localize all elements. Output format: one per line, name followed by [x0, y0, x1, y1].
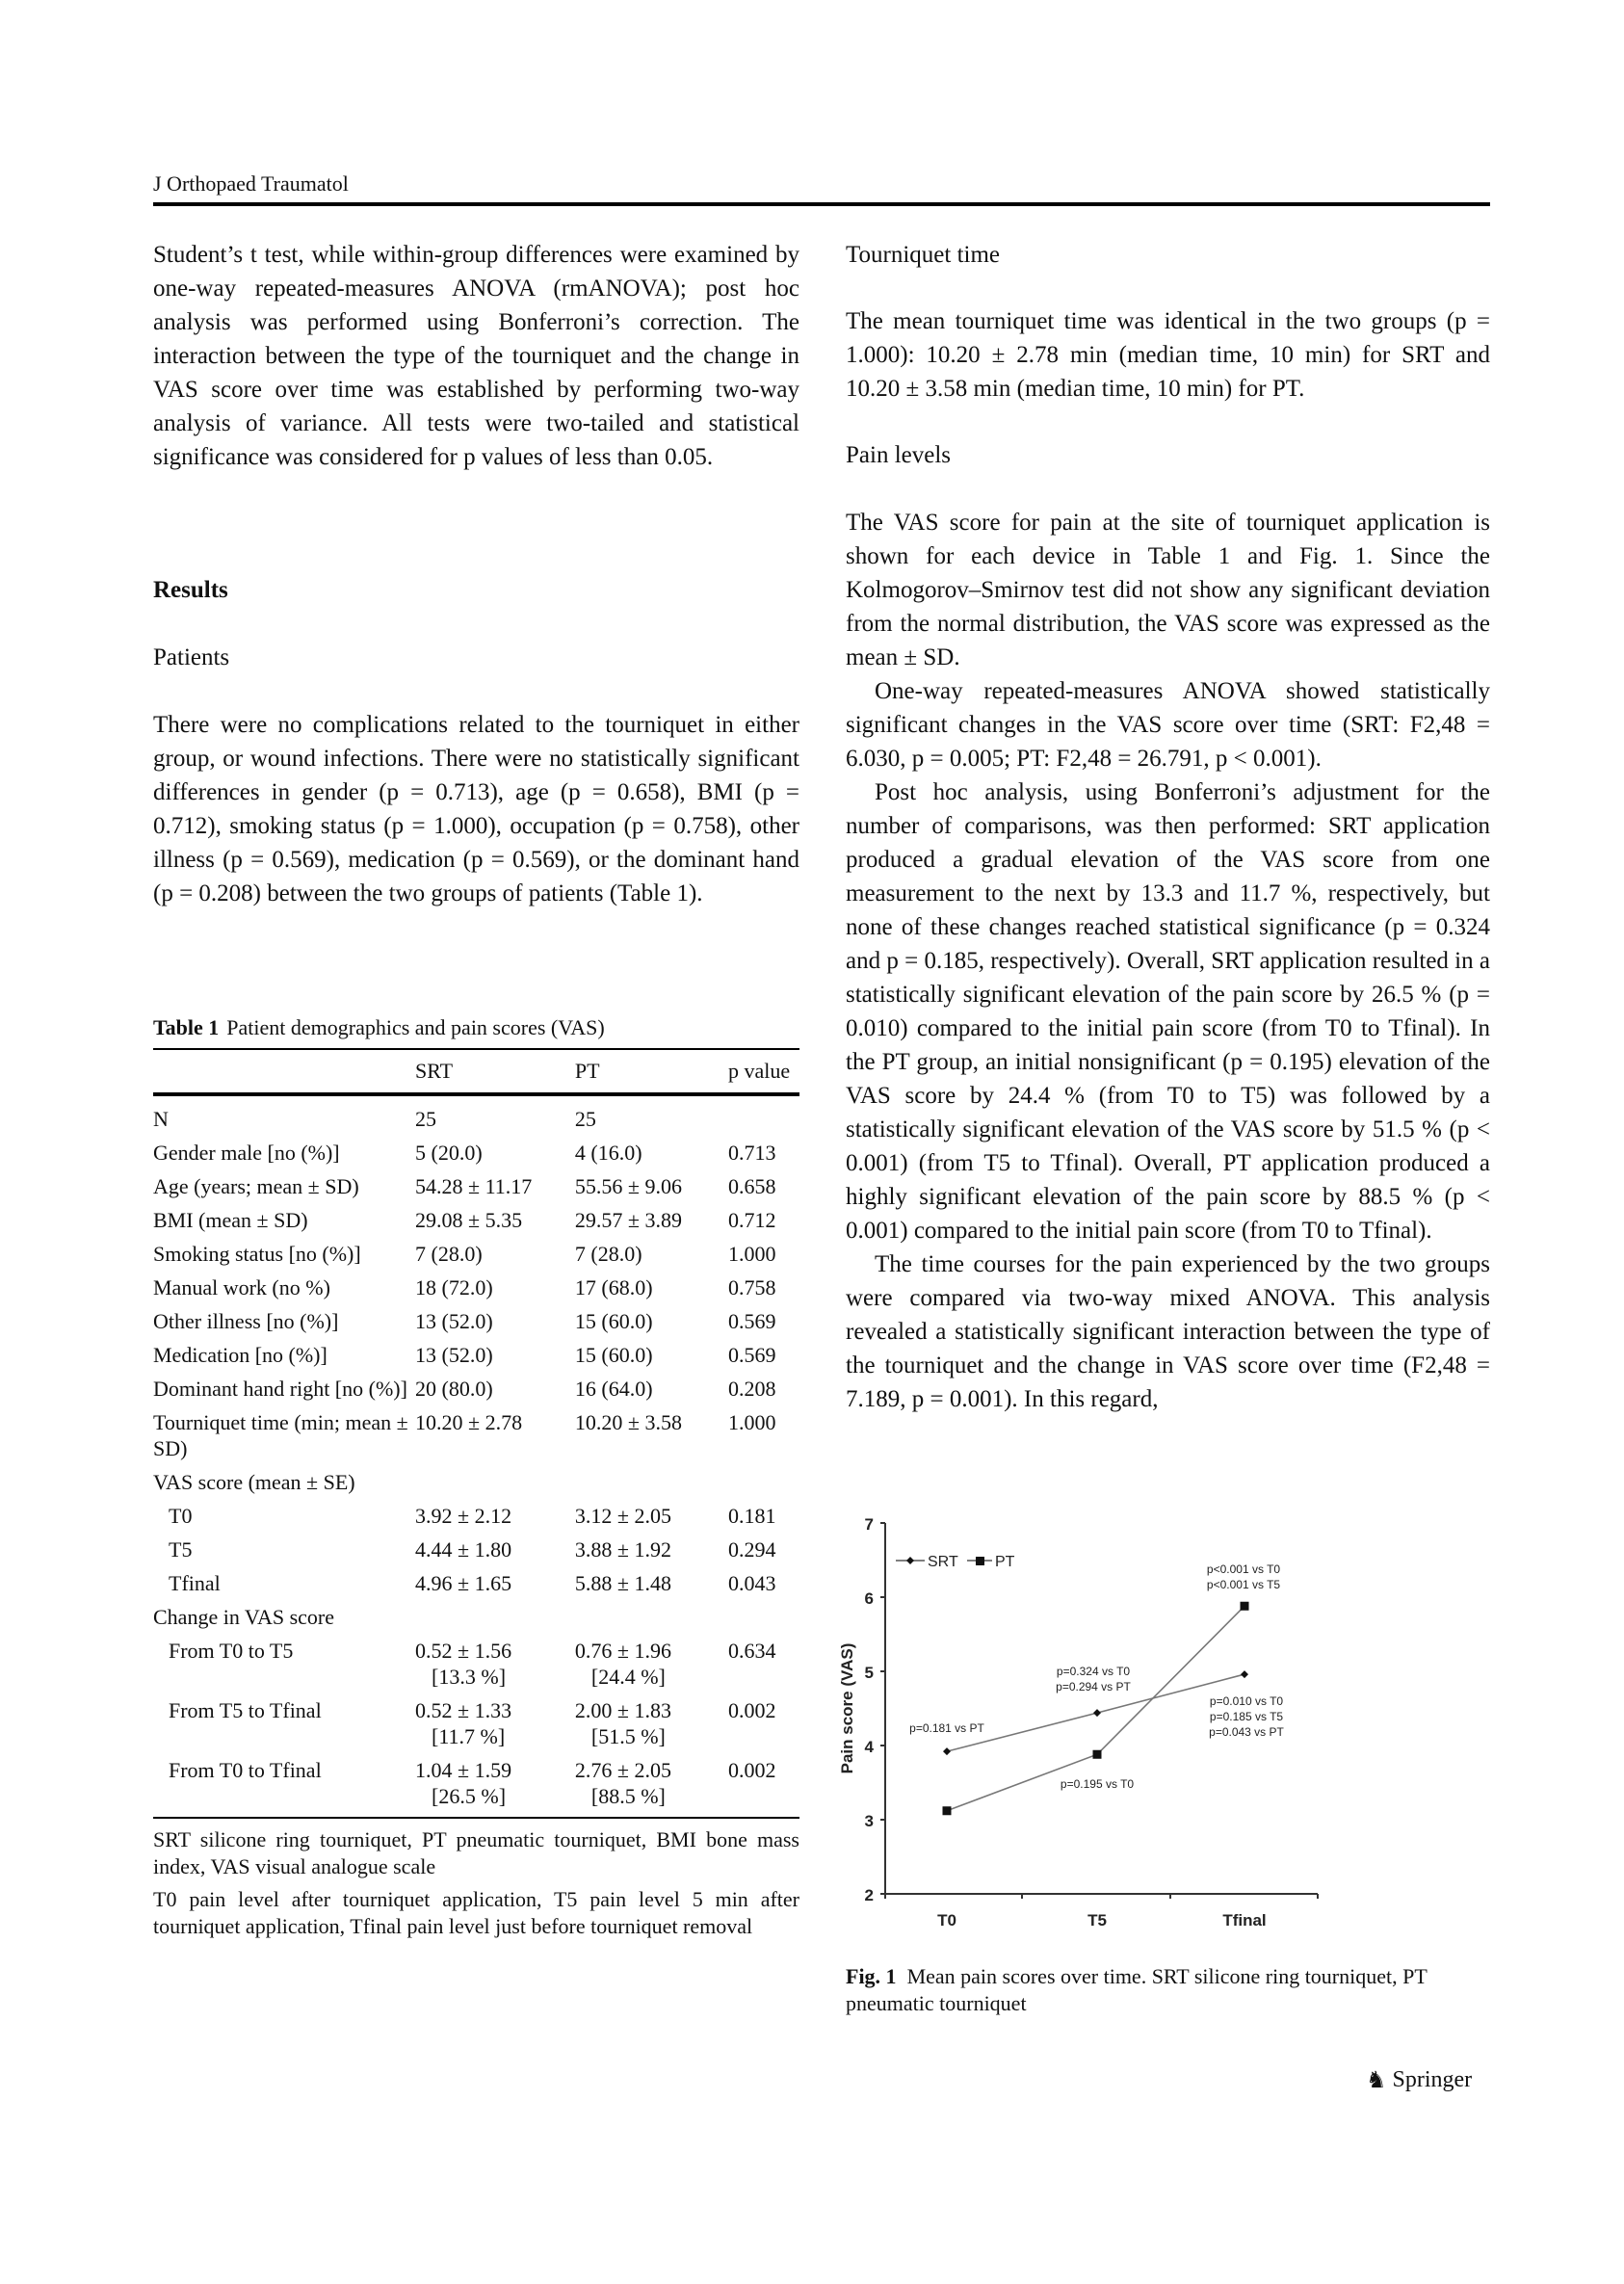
srt-value: 5 (20.0)	[415, 1141, 483, 1165]
table-row	[153, 1274, 799, 1308]
table-footnotes	[153, 1826, 799, 1940]
srt-value: 13 (52.0)	[415, 1309, 493, 1333]
figure-caption-text: Mean pain scores over time. SRT silicone ring tourniquet, PT pneumatic tourniquet	[846, 1964, 1428, 2015]
p-value	[728, 1094, 799, 1140]
srt-value: 4.96 ± 1.65	[415, 1571, 512, 1595]
table-row	[153, 1604, 799, 1638]
subsection-heading-pain-levels: Pain levels	[846, 442, 952, 468]
row-label: Tfinal	[169, 1571, 221, 1595]
y-tick-label: 7	[864, 1515, 874, 1534]
srt-value: 10.20 ± 2.78	[415, 1410, 523, 1434]
table-caption	[153, 1013, 799, 1042]
y-tick-label: 3	[864, 1812, 874, 1830]
srt-value: 7 (28.0)	[415, 1242, 483, 1266]
p-value-annotation: p<0.001 vs T0	[1206, 1562, 1281, 1576]
pt-value: 10.20 ± 3.58	[574, 1410, 682, 1434]
table-label: Table 1	[153, 1015, 220, 1039]
p-value: 0.002	[727, 1698, 776, 1722]
pt-value: 3.12 ± 2.05	[574, 1504, 671, 1528]
header-rule	[153, 202, 1490, 206]
y-axis-label: Pain score (VAS)	[838, 1642, 856, 1774]
pt-value: 5.88 ± 1.48	[574, 1571, 671, 1595]
pt-value: 15 (60.0)	[574, 1309, 653, 1333]
legend-pt: PT	[995, 1554, 1015, 1570]
srt-value	[415, 1604, 575, 1638]
header-pt: PT	[574, 1059, 600, 1083]
p-value: 0.712	[727, 1208, 776, 1232]
p-value	[728, 1469, 799, 1503]
x-tick-label: Tfinal	[1222, 1911, 1267, 1930]
table-note-abbreviations: SRT silicone ring tourniquet, PT pneumatic tourniquet, BMI bone mass index, VAS visual analogue scale	[153, 1827, 799, 1878]
p-value: 1.000	[727, 1242, 776, 1266]
p-value-annotation: p=0.185 vs T5	[1209, 1710, 1284, 1723]
pt-value: 2.76 ± 2.05 [88.5 %]	[575, 1757, 728, 1818]
pt-value: 15 (60.0)	[574, 1343, 653, 1367]
p-value-annotation: p=0.043 vs PT	[1209, 1725, 1284, 1739]
pt-square-marker	[943, 1806, 952, 1815]
srt-value: 18 (72.0)	[415, 1275, 493, 1300]
figure-1-chart	[838, 1512, 1493, 1936]
p-value: 0.758	[727, 1275, 776, 1300]
p-value-annotation: p=0.195 vs T0	[1060, 1777, 1135, 1791]
p-value: 0.569	[727, 1343, 776, 1367]
methods-paragraph: Student’s t test, while within-group differences were examined by one-way repeated-measures ANOVA (rmANOVA); post hoc analysis was performed using Bonferroni’s correction. The interaction between the type of the tourniquet and the change in VAS score over time was established by performing two-way analysis of variance. All tests were two-tailed and statistical significance was considered for p values of less than 0.05.	[153, 242, 799, 470]
p-value-annotation: p=0.181 vs PT	[909, 1721, 984, 1735]
figure-caption	[846, 1963, 1490, 2017]
row-label: Smoking status [no (%)]	[153, 1242, 361, 1266]
srt-value: 3.92 ± 2.12	[415, 1504, 512, 1528]
table-row	[153, 1140, 799, 1173]
row-label: Manual work (no %)	[153, 1275, 330, 1300]
tourniquet-time-paragraph: The mean tourniquet time was identical in the two groups (p = 1.000): 10.20 ± 2.78 min (median time, 10 min) for SRT and 10.20 ± 3.58 min (median time, 10 min) for PT.	[846, 308, 1490, 402]
srt-value: 0.52 ± 1.56 [13.3 %]	[415, 1638, 575, 1697]
p-value-annotation: p=0.010 vs T0	[1209, 1694, 1284, 1708]
p-value: 0.002	[727, 1758, 776, 1782]
row-label: BMI (mean ± SD)	[153, 1208, 308, 1232]
y-tick-label: 2	[864, 1886, 874, 1904]
header-blank	[153, 1049, 415, 1094]
percent-change: [13.3 %]	[432, 1665, 507, 1689]
row-label: Tourniquet time (min; mean ± SD)	[153, 1410, 408, 1460]
percent-change: [88.5 %]	[590, 1784, 666, 1808]
percent-change: [26.5 %]	[432, 1784, 507, 1808]
pt-square-marker	[1093, 1750, 1102, 1759]
p-value	[728, 1604, 799, 1638]
left-column	[153, 238, 799, 474]
row-label: N	[153, 1107, 169, 1131]
table-header-row	[153, 1049, 799, 1094]
row-label: VAS score (mean ± SE)	[153, 1470, 355, 1494]
pt-value: 7 (28.0)	[574, 1242, 642, 1266]
srt-value: 20 (80.0)	[415, 1377, 493, 1401]
pain-paragraph-3: Post hoc analysis, using Bonferroni’s adjustment for the number of comparisons, was then performed: SRT application produced a gradual elevation of the VAS score from one measurement to the next by 13.3 and 11.7 %, respectively, but none of these changes reached statistical significance (p = 0.324 and p = 0.185, respectively). Overall, SRT application resulted in a statistically significant elevation of the pain score by 26.5 % (p = 0.010) compared to the initial pain score (from T0 to Tfinal). In the PT group, an initial nonsignificant (p = 0.195) elevation of the VAS score by 24.4 % (from T0 to T5) was followed by a statistically significant elevation of the VAS score by 51.5 % (p < 0.001) (from T5 to Tfinal). Overall, PT application produced a highly significant elevation of the pain score by 88.5 % (p < 0.001) compared to the initial pain score (from T0 to Tfinal).	[846, 779, 1490, 1244]
p-value: 0.043	[727, 1571, 776, 1595]
demographics-table	[153, 1048, 799, 1819]
pt-value	[575, 1469, 728, 1503]
pt-value: 3.88 ± 1.92	[574, 1537, 671, 1562]
pt-square-marker	[1241, 1602, 1249, 1611]
table-row	[153, 1757, 799, 1818]
pain-paragraph-1: The VAS score for pain at the site of tourniquet application is shown for each device in Table 1 and Fig. 1. Since the Kolmogorov–Smirnov test did not show any significant deviation from the normal distribution, the VAS score was expressed as the mean ± SD.	[846, 510, 1490, 670]
figure-label: Fig. 1	[846, 1964, 897, 1988]
row-label: From T5 to Tfinal	[169, 1698, 322, 1722]
row-label: Medication [no (%)]	[153, 1343, 327, 1367]
table-row	[153, 1376, 799, 1409]
p-value: 0.181	[727, 1504, 776, 1528]
p-value: 0.713	[727, 1141, 776, 1165]
pt-value: 16 (64.0)	[574, 1377, 653, 1401]
srt-value: 1.04 ± 1.59 [26.5 %]	[415, 1757, 575, 1818]
srt-value: 0.52 ± 1.33 [11.7 %]	[415, 1697, 575, 1757]
row-label: T0	[169, 1504, 193, 1528]
table-row	[153, 1173, 799, 1207]
running-head: J Orthopaed Traumatol	[153, 171, 349, 196]
header-srt: SRT	[415, 1059, 454, 1083]
pt-value: 4 (16.0)	[574, 1141, 642, 1165]
table-row	[153, 1503, 799, 1536]
srt-value: 13 (52.0)	[415, 1343, 493, 1367]
p-value: 1.000	[727, 1410, 776, 1434]
srt-value: 29.08 ± 5.35	[415, 1208, 523, 1232]
table-row	[153, 1308, 799, 1342]
row-label: From T0 to T5	[169, 1639, 294, 1663]
table-row	[153, 1638, 799, 1697]
p-value-annotation: p=0.324 vs T0	[1056, 1665, 1131, 1678]
pt-value: 29.57 ± 3.89	[574, 1208, 682, 1232]
legend-srt: SRT	[928, 1554, 958, 1570]
row-label: Other illness [no (%)]	[153, 1309, 339, 1333]
table-row	[153, 1697, 799, 1757]
p-value: 0.634	[727, 1639, 776, 1663]
row-label: Gender male [no (%)]	[153, 1141, 340, 1165]
table-row	[153, 1241, 799, 1274]
y-tick-label: 5	[864, 1664, 874, 1682]
percent-change: [24.4 %]	[590, 1665, 666, 1689]
table-1	[153, 1013, 799, 1946]
row-label: From T0 to Tfinal	[169, 1758, 322, 1782]
patients-paragraph: There were no complications related to the tourniquet in either group, or wound infections. There were no statistically significant differences in gender (p = 0.713), age (p = 0.658), BMI (p = 0.712), smoking status (p = 1.000), occupation (p = 0.758), other illness (p = 0.569), medication (p = 0.569), or the dominant hand (p = 0.208) between the two groups of patients (Table 1).	[153, 712, 799, 906]
percent-change: [11.7 %]	[432, 1724, 506, 1748]
p-value-annotation: p<0.001 vs T5	[1206, 1578, 1281, 1591]
table-row	[153, 1536, 799, 1570]
pt-value: 2.00 ± 1.83 [51.5 %]	[575, 1697, 728, 1757]
y-tick-label: 6	[864, 1589, 874, 1608]
p-value: 0.658	[727, 1174, 776, 1198]
row-label: Change in VAS score	[153, 1605, 335, 1629]
springer-knight-icon: ♞	[1366, 2068, 1387, 2093]
table-row	[153, 1469, 799, 1503]
percent-change: [51.5 %]	[590, 1724, 666, 1748]
legend-square-icon	[976, 1557, 984, 1565]
section-heading-results: Results	[153, 577, 228, 603]
pt-value: 0.76 ± 1.96 [24.4 %]	[575, 1638, 728, 1697]
p-value: 0.208	[727, 1377, 776, 1401]
table-row	[153, 1409, 799, 1469]
x-tick-label: T0	[937, 1911, 956, 1930]
srt-value	[415, 1469, 575, 1503]
header-p-value: p value	[727, 1059, 791, 1083]
pt-value: 55.56 ± 9.06	[574, 1174, 682, 1198]
p-value-annotation: p=0.294 vs PT	[1056, 1680, 1131, 1693]
publisher-logo	[1366, 2066, 1472, 2094]
srt-value: 4.44 ± 1.80	[415, 1537, 512, 1562]
pain-paragraph-4: The time courses for the pain experienced by the two groups were compared via two-way mixed ANOVA. This analysis revealed a statistically significant interaction between the type of the tourniquet and the change in VAS score over time (F2,48 = 7.189, p = 0.001). In this regard,	[846, 1251, 1490, 1412]
pain-levels-text	[846, 506, 1490, 1416]
pain-paragraph-2: One-way repeated-measures ANOVA showed statistically significant changes in the VAS score over time (SRT: F2,48 = 6.030, p = 0.005; PT: F2,48 = 26.791, p < 0.001).	[846, 678, 1490, 772]
pain-score-line-chart	[838, 1512, 1493, 1936]
pt-value: 17 (68.0)	[574, 1275, 653, 1300]
p-value: 0.569	[727, 1309, 776, 1333]
row-label: Age (years; mean ± SD)	[153, 1174, 359, 1198]
subsection-heading-patients: Patients	[153, 644, 230, 670]
publisher-name: Springer	[1392, 2067, 1473, 2092]
pt-value	[575, 1604, 728, 1638]
p-value: 0.294	[727, 1537, 776, 1562]
srt-value: 25	[415, 1107, 437, 1131]
pt-value: 25	[574, 1107, 596, 1131]
table-row	[153, 1094, 799, 1140]
srt-value: 54.28 ± 11.17	[415, 1174, 533, 1198]
table-row	[153, 1570, 799, 1604]
y-tick-label: 4	[864, 1738, 874, 1756]
subsection-heading-tourniquet-time: Tourniquet time	[846, 242, 1001, 268]
x-tick-label: T5	[1087, 1911, 1107, 1930]
table-row	[153, 1342, 799, 1376]
table-row	[153, 1207, 799, 1241]
row-label: Dominant hand right [no (%)]	[153, 1377, 407, 1401]
table-note-timepoints: T0 pain level after tourniquet application, T5 pain level 5 min after tourniquet application, Tfinal pain level just before tourniquet removal	[153, 1887, 799, 1938]
row-label: T5	[169, 1537, 193, 1562]
table-title: Patient demographics and pain scores (VAS)	[226, 1015, 605, 1039]
